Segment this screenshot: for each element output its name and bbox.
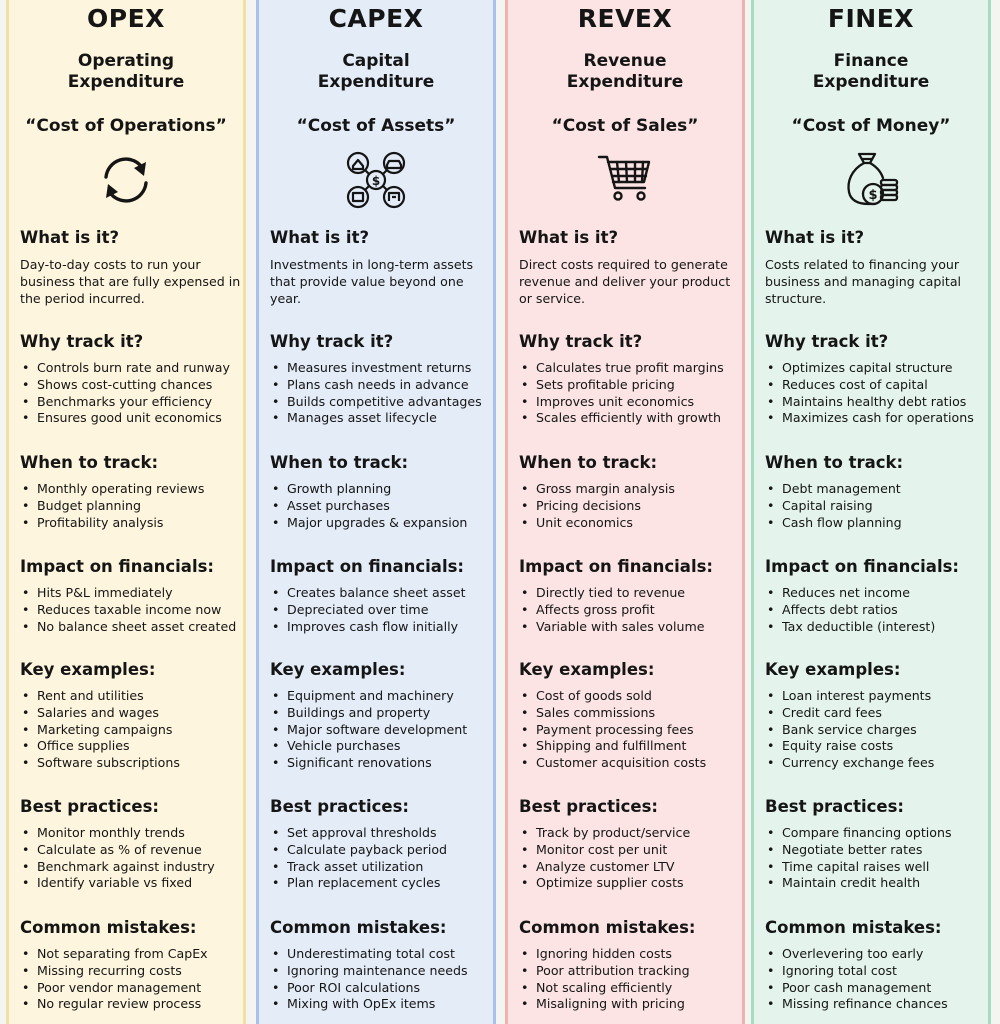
list-item: • Monthly operating reviews xyxy=(20,481,204,498)
section-heading-what: What is it? xyxy=(519,228,619,247)
column-full-name: Capital Expenditure xyxy=(317,51,435,92)
section-heading-what: What is it? xyxy=(765,228,865,247)
list-item: • Profitability analysis xyxy=(20,515,204,532)
column-tagline: “Cost of Sales” xyxy=(551,116,699,136)
section-heading-mistakes: Common mistakes: xyxy=(270,918,447,937)
list-item: • Buildings and property xyxy=(270,705,467,722)
why-list xyxy=(20,360,230,427)
list-item: • Mixing with OpEx items xyxy=(270,996,468,1013)
list-item: • Controls burn rate and runway xyxy=(20,360,230,377)
list-item: • Poor ROI calculations xyxy=(270,980,468,997)
list-item: • Plans cash needs in advance xyxy=(270,377,482,394)
column-revex xyxy=(505,0,745,1024)
list-item: • Salaries and wages xyxy=(20,705,180,722)
list-item: • Sales commissions xyxy=(519,705,706,722)
section-description: Direct costs required to generate revenue and deliver your product or service. xyxy=(519,257,731,306)
list-item: • Missing refinance chances xyxy=(765,996,948,1013)
list-item: • Marketing campaigns xyxy=(20,722,180,739)
list-item: • Benchmarks your efficiency xyxy=(20,394,230,411)
when-list xyxy=(519,481,675,531)
section-heading-best-practices: Best practices: xyxy=(519,797,659,816)
section-description: Day-to-day costs to run your business that are fully expensed in the period incurred. xyxy=(20,257,241,306)
list-item: • Shipping and fulfillment xyxy=(519,738,706,755)
section-heading-why: Why track it? xyxy=(765,332,889,351)
list-item: • Builds competitive advantages xyxy=(270,394,482,411)
column-full-name: Finance Expenditure xyxy=(812,51,930,92)
list-item: • Track asset utilization xyxy=(270,859,447,876)
list-item: • Poor cash management xyxy=(765,980,948,997)
assets-hub-icon xyxy=(344,150,408,210)
column-capex xyxy=(256,0,496,1024)
section-heading-why: Why track it? xyxy=(20,332,144,351)
section-heading-what: What is it? xyxy=(270,228,370,247)
list-item: • Calculate payback period xyxy=(270,842,447,859)
list-item: • Pricing decisions xyxy=(519,498,675,515)
section-heading-examples: Key examples: xyxy=(270,660,406,679)
column-code: REVEX xyxy=(577,4,673,33)
list-item: • Growth planning xyxy=(270,481,467,498)
section-heading-best-practices: Best practices: xyxy=(20,797,160,816)
when-list xyxy=(20,481,204,531)
list-item: • Monitor cost per unit xyxy=(519,842,690,859)
list-item: • Poor vendor management xyxy=(20,980,208,997)
list-item: • Significant renovations xyxy=(270,755,467,772)
column-opex xyxy=(6,0,246,1024)
section-heading-best-practices: Best practices: xyxy=(765,797,905,816)
column-finex xyxy=(751,0,991,1024)
list-item: • Equipment and machinery xyxy=(270,688,467,705)
list-item: • Asset purchases xyxy=(270,498,467,515)
section-heading-when: When to track: xyxy=(20,453,159,472)
list-item: • Set approval thresholds xyxy=(270,825,447,842)
list-item: • Plan replacement cycles xyxy=(270,875,447,892)
list-item: • Shows cost-cutting chances xyxy=(20,377,230,394)
list-item: • Depreciated over time xyxy=(270,602,466,619)
list-item: • Ignoring maintenance needs xyxy=(270,963,468,980)
section-heading-impact: Impact on financials: xyxy=(765,557,960,576)
best-practices-list xyxy=(519,825,690,892)
column-tagline: “Cost of Money” xyxy=(791,116,951,136)
column-full-name: Revenue Expenditure xyxy=(566,51,684,92)
list-item: • No balance sheet asset created xyxy=(20,619,236,636)
list-item: • Ignoring total cost xyxy=(765,963,948,980)
list-item: • Bank service charges xyxy=(765,722,934,739)
list-item: • Calculates true profit margins xyxy=(519,360,724,377)
list-item: • Overlevering too early xyxy=(765,946,948,963)
list-item: • Cash flow planning xyxy=(765,515,902,532)
examples-list xyxy=(519,688,706,772)
section-heading-mistakes: Common mistakes: xyxy=(519,918,696,937)
section-heading-examples: Key examples: xyxy=(765,660,901,679)
best-practices-list xyxy=(20,825,215,892)
list-item: • Optimizes capital structure xyxy=(765,360,974,377)
list-item: • Improves unit economics xyxy=(519,394,724,411)
list-item: • Software subscriptions xyxy=(20,755,180,772)
list-item: • Negotiate better rates xyxy=(765,842,952,859)
section-heading-why: Why track it? xyxy=(519,332,643,351)
list-item: • Compare financing options xyxy=(765,825,952,842)
list-item: • Ignoring hidden costs xyxy=(519,946,690,963)
impact-list xyxy=(765,585,935,635)
section-heading-mistakes: Common mistakes: xyxy=(765,918,942,937)
list-item: • Major upgrades & expansion xyxy=(270,515,467,532)
when-list xyxy=(270,481,467,531)
shopping-cart-icon xyxy=(593,150,657,210)
list-item: • Budget planning xyxy=(20,498,204,515)
list-item: • Reduces cost of capital xyxy=(765,377,974,394)
list-item: • Vehicle purchases xyxy=(270,738,467,755)
list-item: • Maintain credit health xyxy=(765,875,952,892)
list-item: • Payment processing fees xyxy=(519,722,706,739)
list-item: • Maximizes cash for operations xyxy=(765,410,974,427)
column-code: CAPEX xyxy=(328,4,424,33)
list-item: • Reduces net income xyxy=(765,585,935,602)
list-item: • Improves cash flow initially xyxy=(270,619,466,636)
list-item: • Maintains healthy debt ratios xyxy=(765,394,974,411)
examples-list xyxy=(20,688,180,772)
list-item: • Scales efficiently with growth xyxy=(519,410,724,427)
list-item: • Time capital raises well xyxy=(765,859,952,876)
section-heading-impact: Impact on financials: xyxy=(519,557,714,576)
list-item: • No regular review process xyxy=(20,996,208,1013)
column-code: FINEX xyxy=(827,4,915,33)
examples-list xyxy=(765,688,934,772)
best-practices-list xyxy=(765,825,952,892)
list-item: • Misaligning with pricing xyxy=(519,996,690,1013)
section-description: Costs related to financing your business and managing capital structure. xyxy=(765,257,962,306)
list-item: • Affects gross profit xyxy=(519,602,704,619)
list-item: • Capital raising xyxy=(765,498,902,515)
list-item: • Office supplies xyxy=(20,738,180,755)
refresh-cycle-icon xyxy=(94,150,158,210)
money-bag-coins-icon xyxy=(839,150,903,210)
impact-list xyxy=(20,585,236,635)
when-list xyxy=(765,481,902,531)
impact-list xyxy=(519,585,704,635)
list-item: • Benchmark against industry xyxy=(20,859,215,876)
list-item: • Currency exchange fees xyxy=(765,755,934,772)
list-item: • Directly tied to revenue xyxy=(519,585,704,602)
section-heading-best-practices: Best practices: xyxy=(270,797,410,816)
list-item: • Sets profitable pricing xyxy=(519,377,724,394)
list-item: • Track by product/service xyxy=(519,825,690,842)
best-practices-list xyxy=(270,825,447,892)
list-item: • Reduces taxable income now xyxy=(20,602,236,619)
list-item: • Customer acquisition costs xyxy=(519,755,706,772)
list-item: • Debt management xyxy=(765,481,902,498)
list-item: • Missing recurring costs xyxy=(20,963,208,980)
section-heading-when: When to track: xyxy=(765,453,904,472)
why-list xyxy=(519,360,724,427)
list-item: • Optimize supplier costs xyxy=(519,875,690,892)
why-list xyxy=(765,360,974,427)
svg-text:$: $ xyxy=(868,188,878,203)
list-item: • Hits P&L immediately xyxy=(20,585,236,602)
examples-list xyxy=(270,688,467,772)
section-heading-examples: Key examples: xyxy=(519,660,655,679)
list-item: • Unit economics xyxy=(519,515,675,532)
section-heading-when: When to track: xyxy=(519,453,658,472)
section-heading-when: When to track: xyxy=(270,453,409,472)
list-item: • Equity raise costs xyxy=(765,738,934,755)
list-item: • Tax deductible (interest) xyxy=(765,619,935,636)
list-item: • Major software development xyxy=(270,722,467,739)
list-item: • Poor attribution tracking xyxy=(519,963,690,980)
list-item: • Calculate as % of revenue xyxy=(20,842,215,859)
list-item: • Not separating from CapEx xyxy=(20,946,208,963)
column-tagline: “Cost of Operations” xyxy=(25,116,227,136)
impact-list xyxy=(270,585,466,635)
column-code: OPEX xyxy=(87,4,165,33)
section-heading-what: What is it? xyxy=(20,228,120,247)
section-heading-impact: Impact on financials: xyxy=(270,557,465,576)
list-item: • Underestimating total cost xyxy=(270,946,468,963)
list-item: • Loan interest payments xyxy=(765,688,934,705)
list-item: • Rent and utilities xyxy=(20,688,180,705)
list-item: • Gross margin analysis xyxy=(519,481,675,498)
section-heading-examples: Key examples: xyxy=(20,660,156,679)
list-item: • Analyze customer LTV xyxy=(519,859,690,876)
list-item: • Creates balance sheet asset xyxy=(270,585,466,602)
section-description: Investments in long-term assets that provide value beyond one year. xyxy=(270,257,474,306)
list-item: • Cost of goods sold xyxy=(519,688,706,705)
mistakes-list xyxy=(20,946,208,1013)
mistakes-list xyxy=(519,946,690,1013)
list-item: • Measures investment returns xyxy=(270,360,482,377)
list-item: • Affects debt ratios xyxy=(765,602,935,619)
list-item: • Monitor monthly trends xyxy=(20,825,215,842)
mistakes-list xyxy=(765,946,948,1013)
list-item: • Not scaling efficiently xyxy=(519,980,690,997)
list-item: • Manages asset lifecycle xyxy=(270,410,482,427)
mistakes-list xyxy=(270,946,468,1013)
section-heading-why: Why track it? xyxy=(270,332,394,351)
list-item: • Credit card fees xyxy=(765,705,934,722)
section-heading-mistakes: Common mistakes: xyxy=(20,918,197,937)
column-full-name: Operating Expenditure xyxy=(67,51,185,92)
section-heading-impact: Impact on financials: xyxy=(20,557,215,576)
list-item: • Variable with sales volume xyxy=(519,619,704,636)
list-item: • Identify variable vs fixed xyxy=(20,875,215,892)
svg-text:$: $ xyxy=(371,174,381,188)
list-item: • Ensures good unit economics xyxy=(20,410,230,427)
column-tagline: “Cost of Assets” xyxy=(296,116,456,136)
why-list xyxy=(270,360,482,427)
